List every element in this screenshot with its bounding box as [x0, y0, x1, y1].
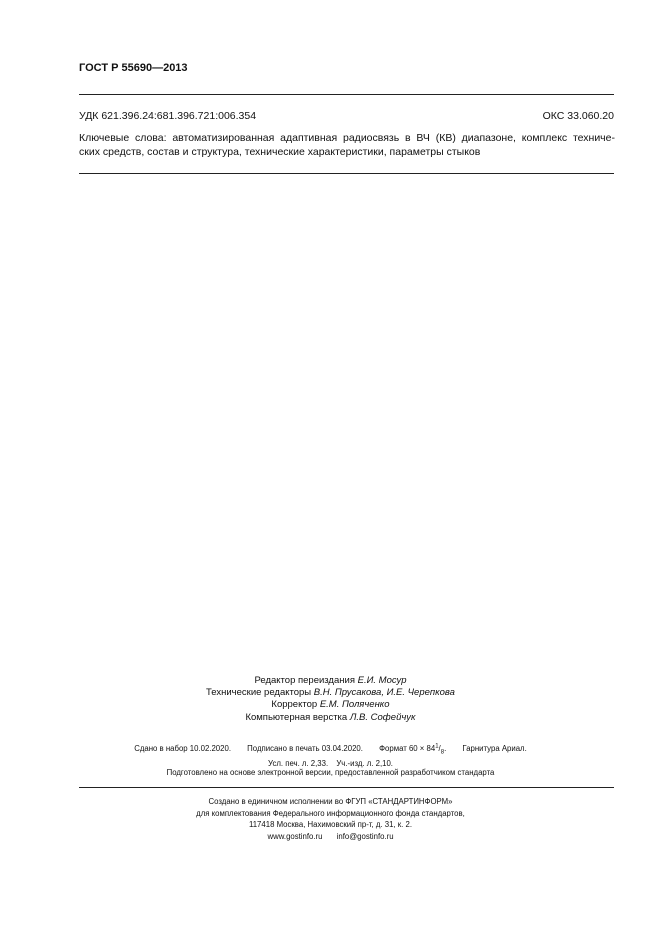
prepared-note: Подготовлено на основе электронной версии, предоставленной разработчиком стандарта: [166, 768, 495, 777]
oks-code: ОКС 33.060.20: [542, 110, 614, 122]
footer-line-3: 117418 Москва, Нахимовский пр-т, д. 31, к. 2.: [248, 820, 413, 829]
corrector-line: [0, 699, 661, 711]
keywords-line-1: Ключевые слова: автоматизированная адаптивная радиосвязь в ВЧ (КВ) диапазоне, комплекс техниче-: [79, 132, 615, 144]
footer-contacts: [0, 831, 661, 843]
print-sheets: Усл. печ. л. 2,33.: [268, 759, 329, 769]
typeface: Гарнитура Ариал.: [462, 743, 527, 753]
footer-line-2: для комплектования Федерального информационного фонда стандартов,: [196, 808, 465, 818]
footer-line-1: Создано в единичном исполнении во ФГУП «СТАНДАРТИНФОРМ»: [208, 797, 453, 806]
tech-editors-line: [0, 687, 661, 699]
print-info-line-1: [0, 740, 661, 758]
set-date: Сдано в набор 10.02.2020.: [134, 743, 231, 753]
footer-divider: [79, 787, 614, 788]
top-divider: [79, 94, 614, 95]
editor-name: Е.И. Мосур: [357, 675, 407, 686]
udk-code: УДК 621.396.24:681.396.721:006.354: [79, 110, 257, 122]
layout-label: Компьютерная верстка: [245, 711, 348, 723]
corrector-label: Корректор: [271, 699, 318, 711]
layout-line: [0, 712, 661, 724]
email-link[interactable]: info@gostinfo.ru: [336, 831, 394, 841]
editor-line: [0, 675, 661, 687]
document-code: ГОСТ Р 55690—2013: [79, 62, 188, 74]
tech-editors-label: Технические редакторы: [206, 687, 312, 699]
editor-label: Редактор переиздания: [254, 675, 355, 686]
tech-editors-names: В.Н. Прусакова, И.Е. Черепкова: [313, 687, 455, 699]
signed-date: Подписано в печать 03.04.2020.: [247, 743, 363, 753]
credits-block: [0, 675, 661, 724]
website-link[interactable]: www.gostinfo.ru: [267, 831, 323, 841]
keywords-line-2: ских средств, состав и структура, технические характеристики, параметры стыков: [79, 146, 481, 158]
corrector-name: Е.М. Поляченко: [319, 699, 390, 711]
print-info: [0, 740, 661, 770]
layout-name: Л.В. Софейчук: [349, 711, 416, 723]
pub-sheets: Уч.-изд. л. 2,10.: [336, 759, 393, 769]
publisher-footer: [0, 796, 661, 842]
keywords-divider: [79, 173, 614, 174]
paper-format: Формат $60 \times 84^1/_8$.: [379, 743, 447, 756]
keywords-paragraph: [79, 131, 615, 159]
